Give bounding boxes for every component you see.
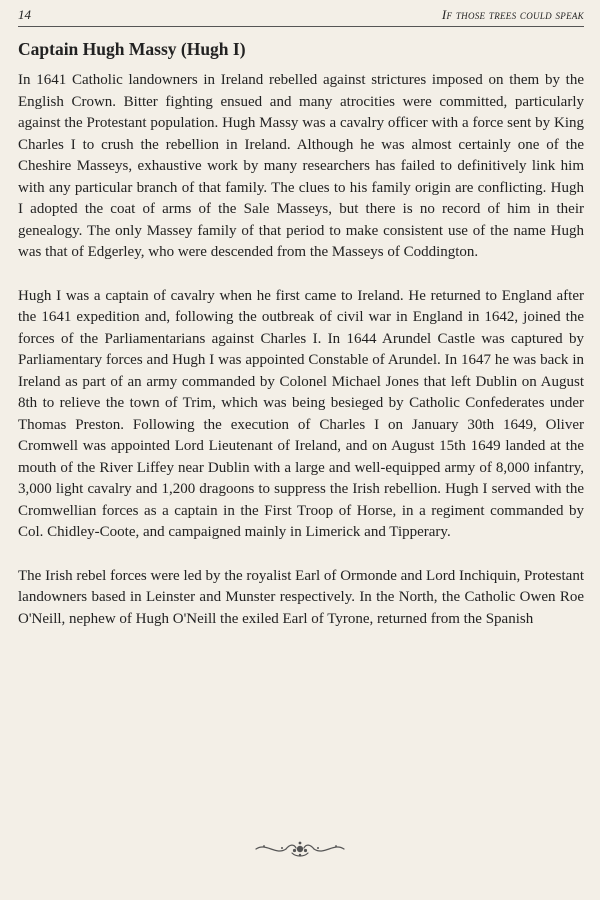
body-paragraph-3: The Irish rebel forces were led by the royalist Earl of Ormonde and Lord Inchiquin, Protestant landowners based in Leinster and Munster respectively. In the North, the Catholic Owen Roe O'Neill, nephew of Hugh O'Neill the exiled Earl of Tyrone, returned from the Spanish — [18, 567, 584, 627]
running-head — [18, 0, 584, 27]
chapter-heading: Captain Hugh Massy (Hugh I) — [18, 39, 246, 59]
body-paragraph-1: In 1641 Catholic landowners in Ireland rebelled against strictures imposed on them by the English Crown. Bitter fighting ensued and many atrocities were committed, particularly against the Protestant population. Hugh Massy was a cavalry officer with a force sent by King Charles I to crush the rebellion in Ireland. Although he was almost certainly one of the Cheshire Masseys, exhaustive work by many researchers has failed to definitively link him with any particular branch of that family. The clues to his family origin are conflicting. Hugh I adopted the coat of arms of the Sale Masseys, but there is no record of him in their genealogy. The only Massey family of that period to make consistent use of the name Hugh was that of Edgerley, who were descended from the Masseys of Coddington. — [18, 72, 584, 260]
floral-ornament-icon — [252, 838, 348, 860]
page-number: 14 — [18, 7, 31, 22]
running-title: If those trees could speak — [441, 7, 584, 22]
body-paragraph-2: Hugh I was a captain of cavalry when he first came to Ireland. He returned to England after the 1641 expedition and, following the outbreak of civil war in England in 1642, joined the forces of the Parliamentarians against Charles I. In 1644 Arundel Castle was captured by Parliamentary forces and Hugh I was appointed Constable of Arundel. In 1647 he was back in Ireland as part of an army commanded by Colonel Michael Jones that left Dublin on August 8th to relieve the town of Trim, which was being besieged by Catholic Confederates under Thomas Preston. Following the execution of Charles I on January 30th 1649, Oliver Cromwell was appointed Lord Lieutenant of Ireland, and on August 15th 1649 landed at the mouth of the River Liffey near Dublin with a large and well-equipped army of 8,000 infantry, 3,000 light cavalry and 1,200 dragoons to suppress the Irish rebellion. Hugh I served with the Cromwellian forces as a captain in the First Troop of Horse, in a regiment commanded by Col. Chidley-Coote, and campaigned mainly in Limerick and Tipperary. — [18, 287, 584, 540]
page-ornament — [0, 838, 600, 865]
